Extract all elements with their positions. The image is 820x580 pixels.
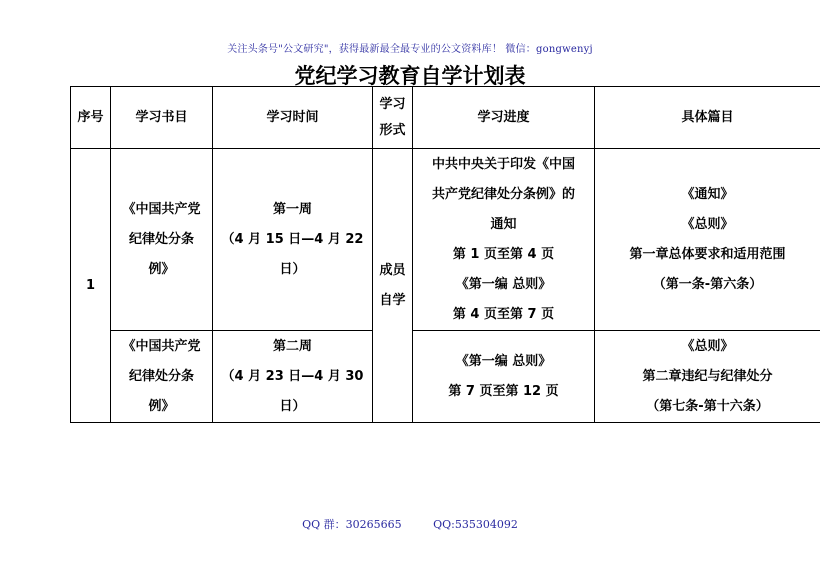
header-serial-no: 序号 xyxy=(71,87,111,149)
time-line: （4 月 15 日—4 月 22 xyxy=(221,231,364,247)
study-plan-table xyxy=(70,86,820,423)
form-line: 成员 xyxy=(379,262,406,278)
table-row xyxy=(71,331,820,423)
progress-line: 第 1 页至第 4 页 xyxy=(452,246,555,262)
chapters-line: （第一条-第六条） xyxy=(652,276,763,292)
progress-cell xyxy=(413,149,595,331)
header-progress: 学习进度 xyxy=(413,87,595,149)
chapters-line: 《总则》 xyxy=(681,338,734,354)
chapters-line: 第二章违纪与纪律处分 xyxy=(642,368,773,384)
form-line: 自学 xyxy=(379,292,406,308)
table-row xyxy=(71,149,820,331)
serial-no-cell: 1 xyxy=(71,149,111,423)
time-line: （4 月 23 日—4 月 30 xyxy=(221,368,364,384)
progress-line: 第 4 页至第 7 页 xyxy=(452,306,555,322)
progress-line: 第 7 页至第 12 页 xyxy=(448,383,559,399)
time-line: 日） xyxy=(279,261,306,277)
chapters-line: 《通知》 xyxy=(681,186,734,202)
book-cell xyxy=(111,149,213,331)
book-line: 《中国共产党 xyxy=(122,201,201,217)
progress-line: 《第一编 总则》 xyxy=(455,276,552,292)
time-line: 第一周 xyxy=(272,201,312,217)
progress-cell xyxy=(413,331,595,423)
progress-line: 《第一编 总则》 xyxy=(455,353,552,369)
chapters-line: 第一章总体要求和适用范围 xyxy=(629,246,786,262)
header-form xyxy=(373,87,413,149)
progress-line: 通知 xyxy=(490,216,517,232)
book-line: 纪律处分条 xyxy=(128,368,194,384)
time-cell xyxy=(213,331,373,423)
header-time: 学习时间 xyxy=(213,87,373,149)
progress-line: 共产党纪律处分条例》的 xyxy=(431,186,575,202)
form-cell xyxy=(373,149,413,423)
book-cell xyxy=(111,331,213,423)
page-title: 党纪学习教育自学计划表 xyxy=(294,64,526,88)
book-line: 纪律处分条 xyxy=(128,231,194,247)
chapters-line: （第七条-第十六条） xyxy=(646,398,769,414)
header-chapters: 具体篇目 xyxy=(595,87,820,149)
header-form-line1: 学习 xyxy=(379,96,406,112)
footer-contact xyxy=(0,516,820,532)
book-line: 《中国共产党 xyxy=(122,338,201,354)
book-line: 例》 xyxy=(148,398,175,414)
book-line: 例》 xyxy=(148,261,175,277)
time-cell xyxy=(213,149,373,331)
footer-qq: QQ:535304092 xyxy=(433,518,518,531)
footer-qq-group: QQ 群：30265665 xyxy=(302,518,402,531)
chapters-line: 《总则》 xyxy=(681,216,734,232)
chapters-cell xyxy=(595,331,820,423)
top-promo-note: 关注头条号"公文研究"，获得最新最全最专业的公文资料库！ 微信：gongwenyj xyxy=(227,44,593,55)
header-form-line2: 形式 xyxy=(379,122,406,138)
table-header-row xyxy=(71,87,820,149)
header-book: 学习书目 xyxy=(111,87,213,149)
progress-line: 中共中央关于印发《中国 xyxy=(431,156,575,172)
chapters-cell xyxy=(595,149,820,331)
time-line: 日） xyxy=(279,398,306,414)
time-line: 第二周 xyxy=(272,338,312,354)
